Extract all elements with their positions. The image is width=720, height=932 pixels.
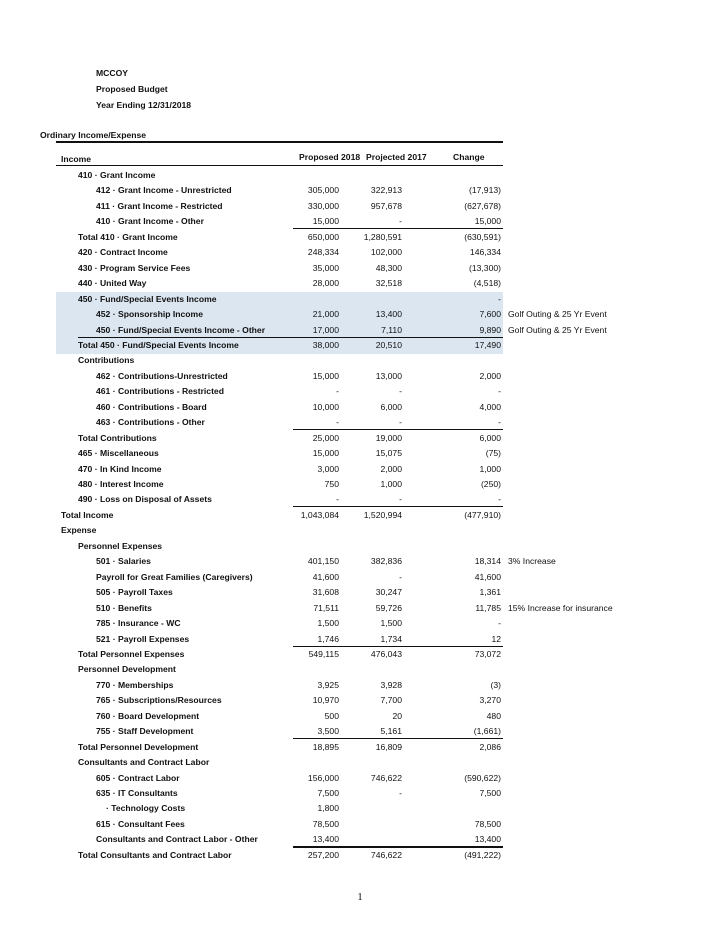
row-label: 410 · Grant Income [78,170,156,180]
value-proposed-2018: 401,150 [307,556,339,567]
row-label: 440 · United Way [78,278,147,289]
row-label: 470 · In Kind Income [78,463,162,474]
value-change: 73,072 [474,648,501,659]
value-proposed-2018: 10,970 [312,695,339,706]
page-number: 1 [357,891,363,903]
value-proposed-2018: - [336,417,339,428]
value-projected-2017: 30,247 [375,587,402,598]
row-label: 452 · Sponsorship Income [96,309,203,320]
row-label: Consultants and Contract Labor - Other [96,834,258,845]
value-projected-2017: 476,043 [370,648,402,659]
row-label: 411 · Grant Income - Restricted [96,200,223,211]
value-projected-2017: 13,400 [375,309,402,320]
value-proposed-2018: 41,600 [312,571,339,582]
value-proposed-2018: 305,000 [307,185,339,196]
value-proposed-2018: 31,608 [312,587,339,598]
value-projected-2017: - [399,788,402,798]
value-proposed-2018: 1,500 [317,618,339,629]
total-rule [293,646,503,647]
value-proposed-2018: 21,000 [312,309,339,320]
value-proposed-2018: 3,925 [317,679,339,690]
value-proposed-2018: - [336,386,339,397]
value-change: (491,222) [464,849,501,860]
row-note: Golf Outing & 25 Yr Event [508,324,607,335]
value-projected-2017: 20 [392,710,402,721]
value-proposed-2018: 35,000 [312,262,339,273]
value-change: 78,500 [474,818,501,829]
value-change: 146,334 [469,247,501,258]
value-projected-2017: 6,000 [380,401,402,412]
value-change: - [498,618,501,629]
report-title: Proposed Budget [96,84,168,94]
row-label: 420 · Contract Income [78,247,168,258]
row-label: 410 · Grant Income - Other [96,216,204,227]
value-change: 4,000 [479,401,501,412]
value-change: 480 [486,710,501,721]
row-label: 460 · Contributions - Board [96,401,207,412]
total-rule [293,228,503,229]
value-change: 1,000 [479,463,501,474]
value-projected-2017: 1,280,591 [363,231,402,242]
row-label: Payroll for Great Families (Caregivers) [96,571,253,582]
value-projected-2017: 48,300 [375,262,402,273]
value-proposed-2018: 10,000 [312,401,339,412]
value-projected-2017: 1,734 [380,633,402,644]
value-change: (627,678) [464,200,501,211]
value-proposed-2018: 549,115 [308,648,339,659]
value-change: - [498,494,501,505]
value-change: 15,000 [474,216,501,227]
row-label: 770 · Memberships [96,679,174,690]
row-label: 760 · Board Development [96,710,200,721]
fund-total-rule [78,337,503,338]
row-label: 450 · Fund/Special Events Income - Other [96,324,266,335]
value-change: (3) [490,679,501,690]
value-projected-2017: 1,000 [380,479,402,489]
value-proposed-2018: 156,000 [307,772,339,783]
header-bottom-rule [56,165,503,166]
value-change: 13,400 [474,834,501,845]
value-proposed-2018: 7,500 [317,788,339,798]
value-change: - [498,386,501,397]
value-projected-2017: 1,500 [380,618,402,629]
value-change: (13,300) [468,262,501,273]
value-change: 18,314 [474,556,501,567]
row-note: 3% Increase [508,556,556,567]
value-change: 9,890 [479,324,501,335]
value-projected-2017: 15,075 [375,448,402,459]
row-label: 635 · IT Consultants [96,788,178,798]
value-projected-2017: 59,726 [375,602,402,613]
row-label: 605 · Contract Labor [96,772,180,783]
value-proposed-2018: - [336,494,339,505]
value-projected-2017: - [399,386,402,397]
row-label: 501 · Salaries [96,556,151,567]
value-proposed-2018: 15,000 [312,448,339,459]
row-label: Total Consultants and Contract Labor [78,849,232,860]
row-note: Golf Outing & 25 Yr Event [508,309,607,320]
row-label: Personnel Expenses [78,540,163,551]
row-label: Total Personnel Expenses [78,648,185,659]
value-change: 6,000 [479,432,501,443]
value-projected-2017: - [399,417,402,428]
row-label: 480 · Interest Income [78,479,164,489]
value-proposed-2018: 330,000 [307,200,339,211]
value-proposed-2018: 500 [324,710,339,721]
value-proposed-2018: 18,895 [312,741,339,752]
row-label: 505 · Payroll Taxes [96,587,173,598]
row-label: Total Contributions [78,432,157,443]
row-label: 615 · Consultant Fees [96,818,185,829]
value-proposed-2018: 750 [324,479,339,489]
row-label: · Technology Costs [106,803,186,814]
value-projected-2017: 3,928 [380,679,402,690]
row-label: 430 · Program Service Fees [78,262,191,273]
value-proposed-2018: 1,043,084 [300,509,339,520]
value-projected-2017: 13,000 [375,370,402,381]
value-change: 2,086 [479,741,501,752]
value-change: 2,000 [479,370,501,381]
total-rule [293,506,503,507]
value-proposed-2018: 3,000 [317,463,339,474]
row-label: 462 · Contributions-Unrestricted [96,370,228,381]
value-change: 1,361 [479,587,501,598]
col-change: Change [453,152,485,162]
value-change: (17,913) [468,185,501,196]
value-change: - [498,417,501,428]
value-projected-2017: 7,110 [381,324,402,335]
value-projected-2017: 746,622 [370,849,402,860]
value-proposed-2018: 38,000 [312,339,339,350]
value-projected-2017: - [399,494,402,505]
total-rule [293,429,503,430]
row-label: Total Personnel Development [78,741,199,752]
value-projected-2017: 102,000 [370,247,402,258]
value-change: 41,600 [474,571,501,582]
header-top-rule [56,141,503,143]
report-period: Year Ending 12/31/2018 [96,100,192,110]
value-change: (250) [480,479,501,489]
row-label: 755 · Staff Development [96,726,194,737]
value-change: - [498,293,501,304]
value-projected-2017: 7,700 [380,695,402,706]
value-proposed-2018: 71,511 [313,602,339,613]
value-projected-2017: - [399,571,402,582]
value-projected-2017: 957,678 [370,200,402,211]
row-label: Total 410 · Grant Income [78,231,178,242]
value-change: 7,500 [479,788,501,798]
value-projected-2017: 20,510 [375,339,402,350]
row-label: 412 · Grant Income - Unrestricted [96,185,232,196]
row-label: 463 · Contributions - Other [96,417,205,428]
org-name: MCCOY [96,68,128,78]
value-proposed-2018: 13,400 [312,834,339,845]
row-label: Expense [61,525,97,536]
total-rule [293,846,503,848]
value-projected-2017: 322,913 [370,185,402,196]
value-proposed-2018: 248,334 [307,247,339,258]
row-label: Total Income [61,509,114,520]
value-projected-2017: 1,520,994 [363,509,402,520]
value-projected-2017: 19,000 [375,432,402,443]
value-projected-2017: - [399,216,402,227]
value-proposed-2018: 15,000 [312,216,339,227]
value-change: (630,591) [464,231,501,242]
value-proposed-2018: 15,000 [312,370,339,381]
section-title: Ordinary Income/Expense [40,130,147,140]
value-projected-2017: 32,518 [375,278,402,289]
value-projected-2017: 382,836 [370,556,402,567]
value-proposed-2018: 3,500 [317,726,339,737]
value-projected-2017: 16,809 [375,741,402,752]
row-label: Personnel Development [78,664,176,675]
row-label: 490 · Loss on Disposal of Assets [78,494,212,505]
value-projected-2017: 2,000 [380,463,402,474]
col-proposed-2018: Proposed 2018 [299,152,361,162]
value-proposed-2018: 28,000 [312,278,339,289]
row-label: 450 · Fund/Special Events Income [78,293,217,304]
value-change: (590,622) [464,772,501,783]
value-proposed-2018: 25,000 [312,432,339,443]
value-change: (1,661) [473,726,501,737]
row-label: 785 · Insurance - WC [96,618,181,629]
row-label: 465 · Miscellaneous [78,448,159,459]
value-change: (75) [485,448,501,459]
value-proposed-2018: 17,000 [312,324,339,335]
value-change: 11,785 [475,602,501,613]
value-projected-2017: 746,622 [370,772,402,783]
row-label: Total 450 · Fund/Special Events Income [78,339,239,350]
income-heading: Income [61,154,92,164]
row-label: 461 · Contributions - Restricted [96,386,224,397]
row-label: 510 · Benefits [96,602,152,613]
value-proposed-2018: 650,000 [307,231,339,242]
col-projected-2017: Projected 2017 [366,152,427,162]
row-label: 521 · Payroll Expenses [96,633,190,644]
value-change: 3,270 [479,695,501,706]
total-rule [293,738,503,739]
value-change: 12 [491,633,501,644]
row-label: Consultants and Contract Labor [78,757,210,768]
value-projected-2017: 5,161 [380,726,402,737]
row-label: 765 · Subscriptions/Resources [96,695,222,706]
value-change: 17,490 [474,339,501,350]
value-proposed-2018: 78,500 [312,818,339,829]
value-change: (4,518) [473,278,501,289]
row-label: Contributions [78,355,135,366]
row-note: 15% Increase for insurance [508,602,613,613]
value-change: (477,910) [464,509,501,520]
value-change: 7,600 [479,309,501,320]
value-proposed-2018: 1,746 [317,633,339,644]
value-proposed-2018: 1,800 [317,803,339,814]
value-proposed-2018: 257,200 [307,849,339,860]
